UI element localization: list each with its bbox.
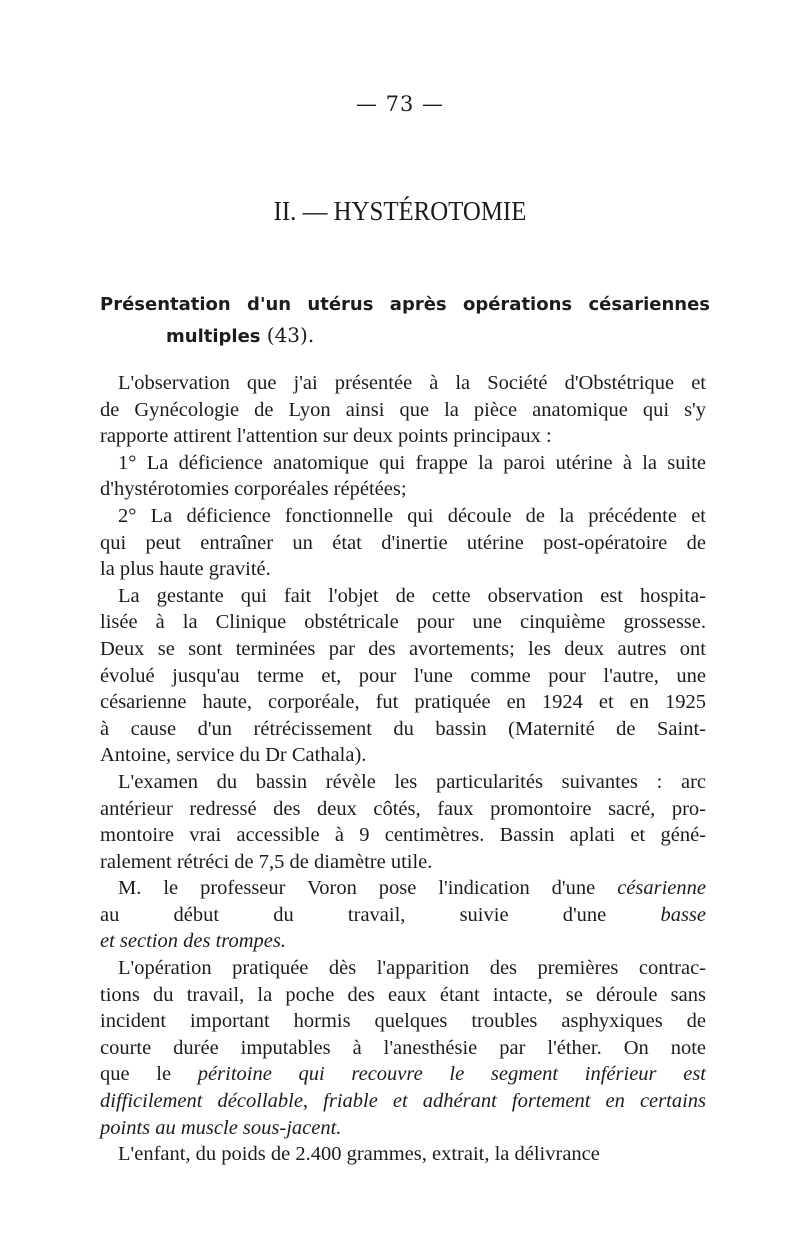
- text-line: [100, 1035, 706, 1062]
- text-line: [100, 397, 706, 424]
- text-run: que le: [100, 1063, 198, 1086]
- text-run: montoire vrai accessible à 9 centimètres. Bassin aplati et géné-: [100, 824, 706, 847]
- italic-run: et section des trompes.: [100, 930, 286, 953]
- text-run: L'observation que j'ai présentée à la Société d'Obstétrique et: [118, 372, 706, 394]
- italic-run: césarienne: [617, 877, 706, 900]
- text-line: [100, 370, 706, 397]
- text-line: [100, 450, 706, 477]
- text-run: qui peut entraîner un état d'inertie utérine post-opératoire de: [100, 531, 706, 554]
- page-number: — 73 —: [355, 92, 445, 116]
- article-heading: [100, 290, 710, 352]
- text-line: [100, 1008, 706, 1035]
- text-line: [100, 982, 706, 1009]
- text-line: [100, 716, 706, 743]
- italic-run: basse: [660, 903, 706, 926]
- text-line: [100, 663, 706, 690]
- text-line: [100, 875, 706, 902]
- text-line: [100, 928, 706, 955]
- text-line: [100, 902, 706, 929]
- text-run: L'examen du bassin révèle les particularités suivantes : arc: [118, 770, 706, 793]
- text-run: Deux se sont terminées par des avortements; les deux autres ont: [100, 637, 706, 660]
- italic-run: péritoine qui recouvre le segment inférieur est: [197, 1063, 706, 1086]
- italic-run: difficilement décollable, friable et adhérant fortement en certains: [100, 1090, 706, 1113]
- text-line: [100, 609, 706, 636]
- text-line: [100, 689, 706, 716]
- text-line: [100, 476, 706, 503]
- text-line: [100, 583, 706, 610]
- text-line: [100, 1061, 706, 1088]
- text-line: [100, 1141, 706, 1168]
- text-line: [100, 1115, 706, 1142]
- text-run: évolué jusqu'au terme et, pour l'une comme pour l'autre, une: [100, 664, 706, 687]
- text-run: M. le professeur Voron pose l'indication d'une: [118, 877, 618, 900]
- text-run: tions du travail, la poche des eaux étant intacte, se déroule sans: [100, 983, 706, 1006]
- text-run: Antoine, service du Dr Cathala).: [100, 744, 367, 767]
- text-run: rapporte attirent l'attention sur deux points principaux :: [100, 425, 552, 448]
- text-line: [100, 423, 706, 450]
- section-title: II. — HYSTÉROTOMIE: [273, 196, 527, 226]
- text-line: [100, 849, 706, 876]
- text-run: au début du travail, suivie d'une: [100, 903, 661, 926]
- text-run: courte durée imputables à l'anesthésie par l'éther. On note: [100, 1036, 706, 1059]
- text-line: [100, 822, 706, 849]
- body-text: [100, 370, 706, 1168]
- text-line: [100, 503, 706, 530]
- text-run: lisée à la Clinique obstétricale pour une cinquième grossesse.: [100, 611, 706, 634]
- text-line: [100, 769, 706, 796]
- heading-reference: (43).: [266, 323, 315, 347]
- italic-run: points au muscle sous-jacent.: [100, 1116, 342, 1139]
- text-line: [100, 636, 706, 663]
- text-line: [100, 530, 706, 557]
- text-run: antérieur redressé des deux côtés, faux promontoire sacré, pro-: [100, 797, 706, 820]
- text-run: césarienne haute, corporéale, fut pratiquée en 1924 et en 1925: [100, 691, 706, 714]
- text-run: incident important hormis quelques troubles asphyxiques de: [100, 1010, 706, 1033]
- text-run: 2° La déficience fonctionnelle qui découle de la précédente et: [118, 504, 706, 527]
- text-run: à cause d'un rétrécissement du bassin (Maternité de Saint-: [100, 717, 706, 740]
- text-run: ralement rétréci de 7,5 de diamètre utile.: [100, 850, 433, 873]
- text-line: [100, 556, 706, 583]
- text-run: La gestante qui fait l'objet de cette observation est hospita-: [118, 584, 706, 607]
- text-line: [100, 742, 706, 769]
- text-line: [100, 955, 706, 982]
- text-line: [100, 1088, 706, 1115]
- text-run: d'hystérotomies corporéales répétées;: [100, 478, 407, 501]
- heading-line-2: [100, 320, 710, 352]
- text-run: 1° La déficience anatomique qui frappe la paroi utérine à la suite: [118, 451, 706, 474]
- text-run: L'enfant, du poids de 2.400 grammes, extrait, la délivrance: [118, 1143, 600, 1166]
- heading-line-2-text: multiples: [166, 326, 261, 347]
- text-run: L'opération pratiquée dès l'apparition des premières contrac-: [118, 957, 706, 980]
- heading-line-1: Présentation d'un utérus après opérations césariennes: [100, 294, 710, 315]
- text-run: de Gynécologie de Lyon ainsi que la pièce anatomique qui s'y: [100, 398, 706, 421]
- text-run: la plus haute gravité.: [100, 558, 271, 581]
- text-line: [100, 796, 706, 823]
